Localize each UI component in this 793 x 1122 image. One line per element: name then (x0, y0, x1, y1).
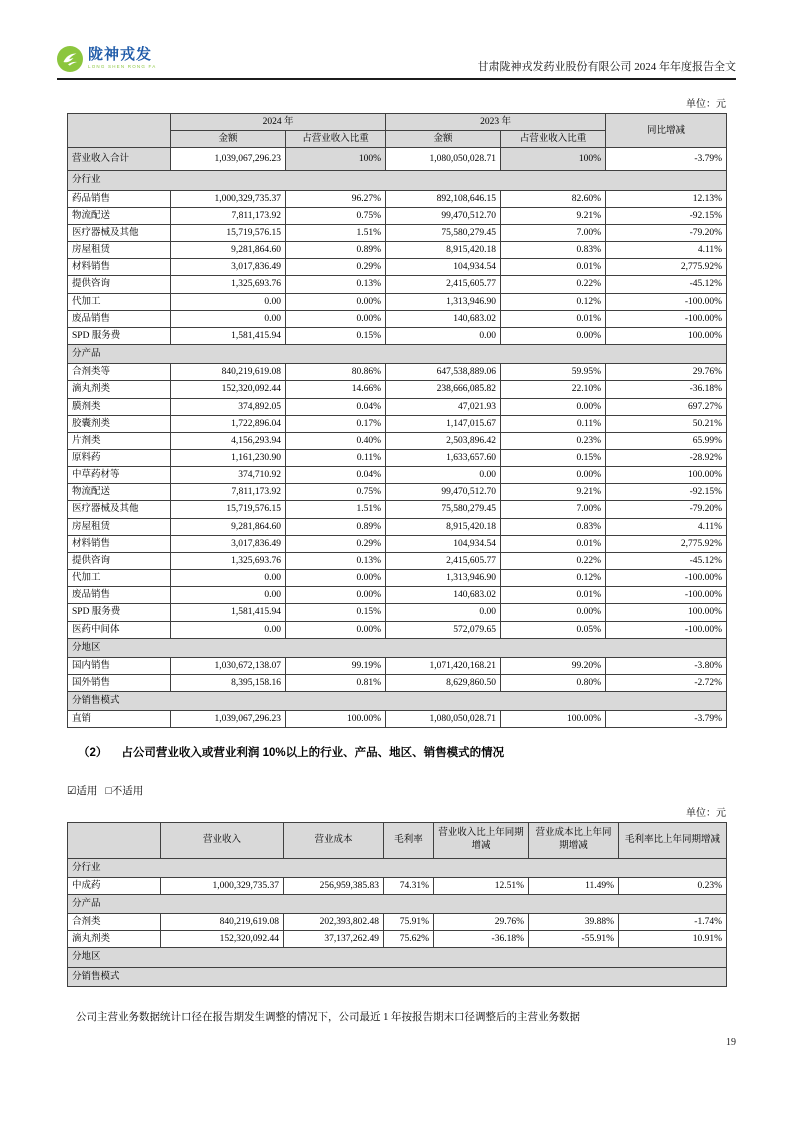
section-row (68, 894, 727, 913)
table-row (68, 398, 727, 415)
section-2-heading (78, 744, 504, 760)
section-row (68, 638, 727, 657)
document-title: 甘肃陇神戎发药业股份有限公司 2024 年年度报告全文 (477, 61, 736, 73)
value-cell: 11.49% (529, 877, 619, 894)
row-label-cell: 医疗器械及其他 (68, 224, 171, 241)
value-cell: 15,719,576.15 (171, 501, 286, 518)
value-cell: 0.00 (171, 621, 286, 638)
row-label-cell: 国内销售 (68, 657, 171, 674)
value-cell: 0.23% (619, 877, 727, 894)
value-cell: 0.75% (286, 484, 386, 501)
value-cell: 374,710.92 (171, 467, 286, 484)
value-cell: -3.79% (606, 711, 727, 728)
value-cell: 2,415,605.77 (386, 552, 501, 569)
value-cell: 0.13% (286, 552, 386, 569)
value-cell: 0.29% (286, 259, 386, 276)
row-label-cell: 胶囊剂类 (68, 415, 171, 432)
value-cell: 2,503,896.42 (386, 432, 501, 449)
header-ratio-2023: 占营业收入比重 (501, 131, 606, 148)
value-cell: 1,071,420,168.21 (386, 657, 501, 674)
heading-number: （2） (78, 747, 108, 759)
row-label-cell: 片剂类 (68, 432, 171, 449)
value-cell: 0.00% (286, 621, 386, 638)
value-cell: -3.79% (606, 148, 727, 171)
value-cell: 7.00% (501, 501, 606, 518)
header-amount-2024: 金额 (171, 131, 286, 148)
table-row (68, 224, 727, 241)
table-row (68, 518, 727, 535)
value-cell: -1.74% (619, 914, 727, 931)
value-cell: 12.51% (434, 877, 529, 894)
table-row (68, 877, 727, 894)
value-cell: 0.00 (386, 327, 501, 344)
value-cell: 100.00% (606, 467, 727, 484)
table-row (68, 310, 727, 327)
value-cell: 0.01% (501, 310, 606, 327)
value-cell: 75,580,279.45 (386, 224, 501, 241)
value-cell: 15,719,576.15 (171, 224, 286, 241)
value-cell: 0.05% (501, 621, 606, 638)
header-divider (57, 78, 736, 80)
row-label-cell: 滴丸剂类 (68, 931, 161, 948)
table-row (68, 364, 727, 381)
value-cell: 80.86% (286, 364, 386, 381)
value-cell: 0.00% (286, 587, 386, 604)
value-cell: 140,683.02 (386, 310, 501, 327)
value-cell: 0.01% (501, 259, 606, 276)
value-cell: 99,470,512.70 (386, 484, 501, 501)
value-cell: 99.20% (501, 657, 606, 674)
value-cell: 0.00 (171, 570, 286, 587)
value-cell: 1,080,050,028.71 (386, 711, 501, 728)
table-row (68, 501, 727, 518)
value-cell: 892,108,646.15 (386, 190, 501, 207)
value-cell: 572,079.65 (386, 621, 501, 638)
value-cell: 22.10% (501, 381, 606, 398)
value-cell: 0.15% (501, 449, 606, 466)
value-cell: -55.91% (529, 931, 619, 948)
value-cell: 7.00% (501, 224, 606, 241)
value-cell: 1,000,329,735.37 (161, 877, 284, 894)
value-cell: 0.81% (286, 675, 386, 692)
value-cell: 12.13% (606, 190, 727, 207)
table-header-row (68, 823, 727, 859)
value-cell: 0.00 (386, 467, 501, 484)
row-label-cell: 代加工 (68, 293, 171, 310)
value-cell: 1,039,067,296.23 (171, 148, 286, 171)
value-cell: 1,030,672,138.07 (171, 657, 286, 674)
row-label-cell: 中成药 (68, 877, 161, 894)
table-row (68, 242, 727, 259)
table-row (68, 711, 727, 728)
table-row (68, 190, 727, 207)
row-label-cell: 合剂类等 (68, 364, 171, 381)
value-cell: 0.01% (501, 535, 606, 552)
table-row (68, 657, 727, 674)
value-cell: 0.40% (286, 432, 386, 449)
section-label-cell: 分产品 (68, 894, 727, 913)
value-cell: 697.27% (606, 398, 727, 415)
value-cell: 374,892.05 (171, 398, 286, 415)
value-cell: 39.88% (529, 914, 619, 931)
margin-table (67, 822, 727, 987)
table-row (68, 931, 727, 948)
value-cell: -45.12% (606, 276, 727, 293)
value-cell: -45.12% (606, 552, 727, 569)
value-cell: 0.13% (286, 276, 386, 293)
company-logo (57, 46, 156, 72)
value-cell: 0.00% (501, 467, 606, 484)
row-label-cell: 房屋租赁 (68, 518, 171, 535)
value-cell: 0.83% (501, 518, 606, 535)
value-cell: 0.00 (171, 293, 286, 310)
section-label-cell: 分行业 (68, 858, 727, 877)
value-cell: 1,722,896.04 (171, 415, 286, 432)
unit-label-2: 单位：元 (686, 808, 726, 819)
value-cell: 140,683.02 (386, 587, 501, 604)
value-cell: -2.72% (606, 675, 727, 692)
value-cell: 8,395,158.16 (171, 675, 286, 692)
row-label-cell: SPD 服务费 (68, 327, 171, 344)
value-cell: 0.00% (501, 327, 606, 344)
value-cell: 9.21% (501, 484, 606, 501)
value-cell: 59.95% (501, 364, 606, 381)
table-row (68, 587, 727, 604)
header-revenue-yoy: 营业收入比上年同期增减 (434, 823, 529, 859)
value-cell: 256,959,385.83 (284, 877, 384, 894)
value-cell: 647,538,889.06 (386, 364, 501, 381)
table-row (68, 207, 727, 224)
row-label-cell: 物流配送 (68, 484, 171, 501)
value-cell: -36.18% (434, 931, 529, 948)
value-cell: 1,325,693.76 (171, 276, 286, 293)
table-row (68, 415, 727, 432)
value-cell: 37,137,262.49 (284, 931, 384, 948)
unit-label-1: 单位：元 (686, 99, 726, 110)
value-cell: 840,219,619.08 (161, 914, 284, 931)
value-cell: 8,915,420.18 (386, 518, 501, 535)
value-cell: 0.12% (501, 570, 606, 587)
value-cell: -79.20% (606, 501, 727, 518)
value-cell: 1,581,415.94 (171, 327, 286, 344)
table-row (68, 914, 727, 931)
row-label-cell: 药品销售 (68, 190, 171, 207)
value-cell: 238,666,085.82 (386, 381, 501, 398)
value-cell: 3,017,836.49 (171, 259, 286, 276)
value-cell: 47,021.93 (386, 398, 501, 415)
value-cell: 1,039,067,296.23 (171, 711, 286, 728)
value-cell: 0.83% (501, 242, 606, 259)
table-row (68, 484, 727, 501)
company-logo-icon (57, 46, 83, 72)
value-cell: 1,325,693.76 (171, 552, 286, 569)
value-cell: 0.15% (286, 327, 386, 344)
footnote-text: 公司主营业务数据统计口径在报告期发生调整的情况下，公司最近 1 年按报告期末口径调整后的主营业务数据 (76, 1012, 580, 1023)
logo-company-name-en: LONG SHEN RONG FA (88, 64, 157, 69)
value-cell: 0.22% (501, 552, 606, 569)
value-cell: 0.00% (501, 398, 606, 415)
value-cell: 1,161,230.90 (171, 449, 286, 466)
value-cell: 96.27% (286, 190, 386, 207)
row-label-cell: 原料药 (68, 449, 171, 466)
row-label-cell: SPD 服务费 (68, 604, 171, 621)
value-cell: 0.04% (286, 398, 386, 415)
revenue-breakdown-table (67, 113, 727, 728)
table-row (68, 432, 727, 449)
table-row (68, 604, 727, 621)
section-row (68, 858, 727, 877)
value-cell: 1,080,050,028.71 (386, 148, 501, 171)
value-cell: 99.19% (286, 657, 386, 674)
table-row (68, 570, 727, 587)
table-row (68, 621, 727, 638)
value-cell: 8,915,420.18 (386, 242, 501, 259)
header-cost-yoy: 营业成本比上年同期增减 (529, 823, 619, 859)
value-cell: 14.66% (286, 381, 386, 398)
value-cell: 0.00 (386, 604, 501, 621)
header-blank-cell (68, 823, 161, 859)
row-label-cell: 医药中间体 (68, 621, 171, 638)
value-cell: 100.00% (606, 327, 727, 344)
value-cell: 50.21% (606, 415, 727, 432)
value-cell: 152,320,092.44 (161, 931, 284, 948)
header-margin-yoy: 毛利率比上年同期增减 (619, 823, 727, 859)
header-year-2024: 2024 年 (171, 114, 386, 131)
row-label-cell: 中草药材等 (68, 467, 171, 484)
value-cell: 7,811,173.92 (171, 484, 286, 501)
value-cell: 75,580,279.45 (386, 501, 501, 518)
value-cell: 1,313,946.90 (386, 293, 501, 310)
value-cell: 2,775.92% (606, 259, 727, 276)
value-cell: 0.11% (501, 415, 606, 432)
table-row (68, 293, 727, 310)
value-cell: 0.29% (286, 535, 386, 552)
value-cell: 4.11% (606, 518, 727, 535)
row-label-cell: 医疗器械及其他 (68, 501, 171, 518)
value-cell: 0.22% (501, 276, 606, 293)
value-cell: 1,147,015.67 (386, 415, 501, 432)
row-label-cell: 营业收入合计 (68, 148, 171, 171)
value-cell: 100% (286, 148, 386, 171)
section-label-cell: 分销售模式 (68, 692, 727, 711)
row-label-cell: 废品销售 (68, 587, 171, 604)
table-row (68, 449, 727, 466)
section-label-cell: 分行业 (68, 171, 727, 190)
row-label-cell: 材料销售 (68, 259, 171, 276)
row-label-cell: 合剂类 (68, 914, 161, 931)
value-cell: 0.00 (171, 587, 286, 604)
value-cell: 3,017,836.49 (171, 535, 286, 552)
section-row (68, 345, 727, 364)
table-row (68, 552, 727, 569)
value-cell: 0.00% (501, 604, 606, 621)
table-row (68, 276, 727, 293)
header-amount-2023: 金额 (386, 131, 501, 148)
table-row (68, 467, 727, 484)
logo-company-name: 陇神戎发 (88, 46, 153, 63)
table-row (68, 675, 727, 692)
value-cell: 100.00% (286, 711, 386, 728)
row-label-cell: 废品销售 (68, 310, 171, 327)
header-cost: 营业成本 (284, 823, 384, 859)
table-row (68, 381, 727, 398)
value-cell: 152,320,092.44 (171, 381, 286, 398)
value-cell: 0.01% (501, 587, 606, 604)
value-cell: 8,629,860.50 (386, 675, 501, 692)
value-cell: -100.00% (606, 621, 727, 638)
value-cell: 74.31% (384, 877, 434, 894)
section-label-cell: 分销售模式 (68, 967, 727, 986)
section-label-cell: 分地区 (68, 948, 727, 967)
value-cell: 1,581,415.94 (171, 604, 286, 621)
row-label-cell: 提供咨询 (68, 276, 171, 293)
value-cell: 29.76% (606, 364, 727, 381)
row-label-cell: 代加工 (68, 570, 171, 587)
section-row (68, 171, 727, 190)
value-cell: -100.00% (606, 570, 727, 587)
header-ratio-2024: 占营业收入比重 (286, 131, 386, 148)
value-cell: -100.00% (606, 310, 727, 327)
row-label-cell: 提供咨询 (68, 552, 171, 569)
value-cell: -100.00% (606, 587, 727, 604)
table-row (68, 259, 727, 276)
row-label-cell: 直销 (68, 711, 171, 728)
section-row (68, 948, 727, 967)
row-label-cell: 滴丸剂类 (68, 381, 171, 398)
value-cell: -92.15% (606, 484, 727, 501)
value-cell: 100.00% (606, 604, 727, 621)
value-cell: 104,934.54 (386, 259, 501, 276)
value-cell: 0.00% (286, 293, 386, 310)
value-cell: 1,000,329,735.37 (171, 190, 286, 207)
section-row (68, 692, 727, 711)
value-cell: 0.00% (286, 570, 386, 587)
value-cell: 82.60% (501, 190, 606, 207)
row-label-cell: 物流配送 (68, 207, 171, 224)
value-cell: -79.20% (606, 224, 727, 241)
header-yoy: 同比增减 (606, 114, 727, 148)
section-label-cell: 分产品 (68, 345, 727, 364)
row-label-cell: 膜剂类 (68, 398, 171, 415)
value-cell: 4.11% (606, 242, 727, 259)
header-blank-cell (68, 114, 171, 148)
header-year-2023: 2023 年 (386, 114, 606, 131)
table-row (68, 327, 727, 344)
header-revenue: 营业收入 (161, 823, 284, 859)
value-cell: 1,633,657.60 (386, 449, 501, 466)
header-gross-margin: 毛利率 (384, 823, 434, 859)
section-label-cell: 分地区 (68, 638, 727, 657)
value-cell: 2,415,605.77 (386, 276, 501, 293)
value-cell: 1.51% (286, 501, 386, 518)
value-cell: 104,934.54 (386, 535, 501, 552)
value-cell: -92.15% (606, 207, 727, 224)
value-cell: 75.62% (384, 931, 434, 948)
value-cell: -3.80% (606, 657, 727, 674)
value-cell: 2,775.92% (606, 535, 727, 552)
value-cell: 0.15% (286, 604, 386, 621)
value-cell: 0.00 (171, 310, 286, 327)
value-cell: 0.80% (501, 675, 606, 692)
row-label-cell: 材料销售 (68, 535, 171, 552)
value-cell: -28.92% (606, 449, 727, 466)
value-cell: 99,470,512.70 (386, 207, 501, 224)
heading-text: 占公司营业收入或营业利润 10%以上的行业、产品、地区、销售模式的情况 (121, 747, 505, 759)
value-cell: -100.00% (606, 293, 727, 310)
value-cell: 75.91% (384, 914, 434, 931)
row-label-cell: 房屋租赁 (68, 242, 171, 259)
row-label-cell: 国外销售 (68, 675, 171, 692)
value-cell: 4,156,293.94 (171, 432, 286, 449)
value-cell: 100.00% (501, 711, 606, 728)
value-cell: 202,393,802.48 (284, 914, 384, 931)
value-cell: 0.75% (286, 207, 386, 224)
value-cell: 0.23% (501, 432, 606, 449)
table-header-row (68, 114, 727, 131)
value-cell: 9.21% (501, 207, 606, 224)
applicable-checkbox-checked: ☑适用 (67, 786, 98, 797)
value-cell: 0.00% (286, 310, 386, 327)
page-number: 19 (726, 1037, 736, 1048)
value-cell: 9,281,864.60 (171, 518, 286, 535)
value-cell: 0.89% (286, 518, 386, 535)
value-cell: 65.99% (606, 432, 727, 449)
value-cell: 0.89% (286, 242, 386, 259)
value-cell: 7,811,173.92 (171, 207, 286, 224)
value-cell: 100% (501, 148, 606, 171)
value-cell: 29.76% (434, 914, 529, 931)
table-row (68, 148, 727, 171)
not-applicable-checkbox: □不适用 (105, 786, 144, 797)
value-cell: 9,281,864.60 (171, 242, 286, 259)
value-cell: 1.51% (286, 224, 386, 241)
value-cell: -36.18% (606, 381, 727, 398)
value-cell: 10.91% (619, 931, 727, 948)
applicability-line (67, 783, 143, 798)
section-row (68, 967, 727, 986)
value-cell: 0.12% (501, 293, 606, 310)
value-cell: 840,219,619.08 (171, 364, 286, 381)
value-cell: 0.17% (286, 415, 386, 432)
value-cell: 0.11% (286, 449, 386, 466)
value-cell: 1,313,946.90 (386, 570, 501, 587)
value-cell: 0.04% (286, 467, 386, 484)
table-row (68, 535, 727, 552)
